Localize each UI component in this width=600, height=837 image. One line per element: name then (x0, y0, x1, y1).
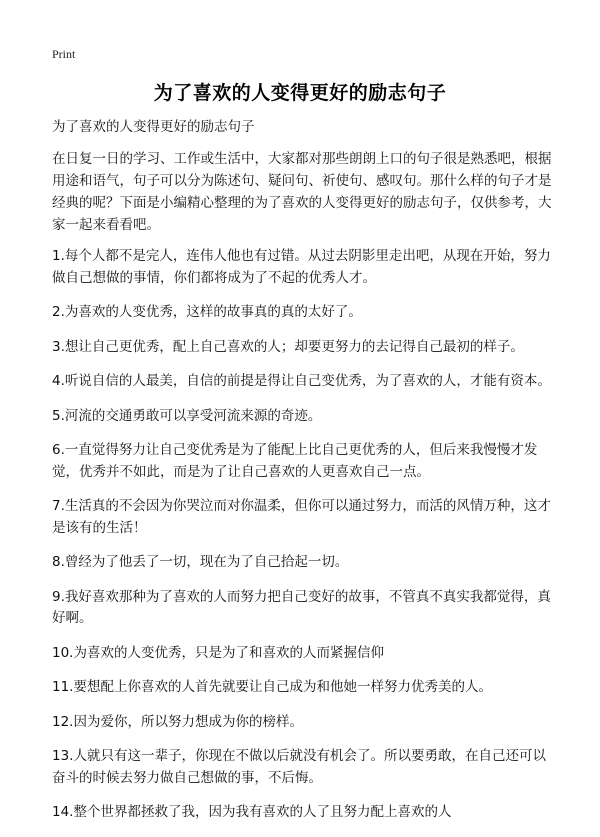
quote-item: 10.为喜欢的人变优秀，只是为了和喜欢的人而紧握信仰 (52, 644, 384, 661)
quote-item: 6.一直觉得努力让自己变优秀是为了能配上比自己更优秀的人，但后来我慢慢才发觉，优秀并不如此，而是为了让自己喜欢的人更喜欢自己一点。 (52, 442, 538, 480)
quote-item: 13.人就只有这一辈子，你现在不做以后就没有机会了。所以要勇敢，在自己还可以奋斗的时候去努力做自己想做的事，不后悔。 (52, 748, 546, 786)
intro-paragraph: 在日复一日的学习、工作或生活中，大家都对那些朗朗上口的句子很是熟悉吧，根据用途和语气，句子可以分为陈述句、疑问句、祈使句、感叹句。那什么样的句子才是经典的呢？下面是小编精心整理的为了喜欢的人变得更好的励志句子，仅供参考，大家一起来看看吧。 (52, 151, 552, 233)
quote-list (52, 246, 552, 824)
print-link[interactable]: Print (52, 47, 76, 61)
quote-item: 3.想让自己更优秀，配上自己喜欢的人；却要更努力的去记得自己最初的样子。 (52, 338, 524, 355)
page-title: 为了喜欢的人变得更好的励志句子 (153, 82, 447, 104)
quote-item: 12.因为爱你，所以努力想成为你的榜样。 (52, 713, 303, 730)
article-body (52, 116, 552, 837)
quote-item: 14.整个世界都拯救了我，因为我有喜欢的人了且努力配上喜欢的人 (52, 804, 452, 820)
quote-item: 5.河流的交通勇敢可以享受河流来源的奇迹。 (52, 407, 322, 424)
quote-item: 11.要想配上你喜欢的人首先就要让自己成为和他她一样努力优秀美的人。 (52, 679, 492, 695)
quote-item: 8.曾经为了他丢了一切，现在为了自己拾起一切。 (52, 554, 349, 570)
quote-item: 2.为喜欢的人变优秀，这样的故事真的真的太好了。 (52, 304, 362, 320)
quote-item: 7.生活真的不会因为你哭泣而对你温柔，但你可以通过努力，而活的风情万种，这才是该有的生活！ (52, 498, 551, 536)
quote-item: 9.我好喜欢那种为了喜欢的人而努力把自己变好的故事，不管真不真实我都觉得，真好啊。 (52, 588, 551, 626)
article-subtitle: 为了喜欢的人变得更好的励志句子 (52, 119, 255, 135)
quote-item: 1.每个人都不是完人，连伟人他也有过错。从过去阴影里走出吧，从现在开始，努力做自己想做的事情，你们都将成为了不起的优秀人才。 (52, 248, 551, 286)
quote-item: 4.听说自信的人最美，自信的前提是得让自己变优秀，为了喜欢的人，才能有资本。 (52, 373, 551, 389)
